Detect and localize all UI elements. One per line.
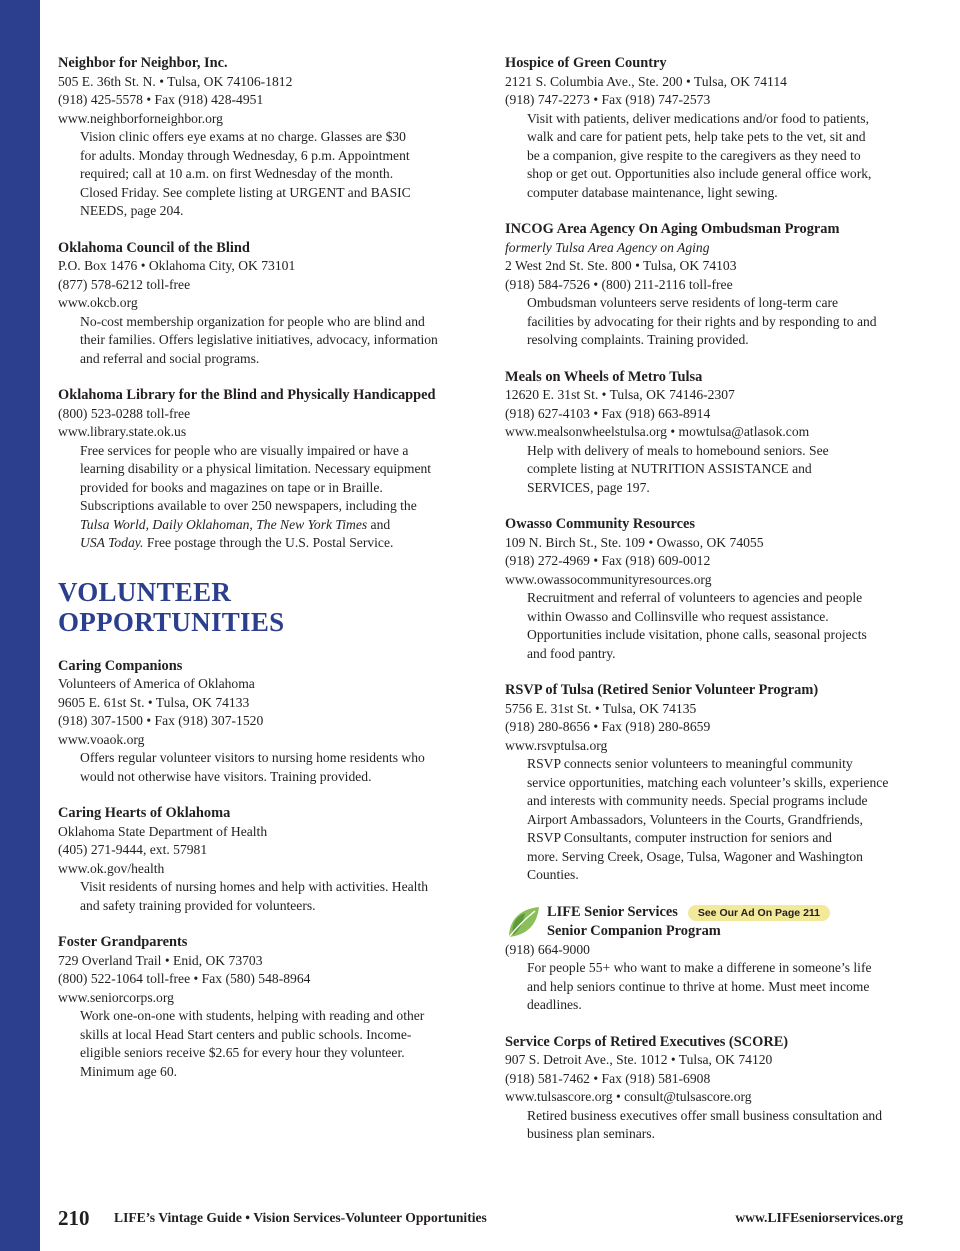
- page-footer: [58, 1206, 903, 1228]
- listing-title: Oklahoma Library for the Blind and Physically Handicapped: [58, 387, 436, 403]
- website-link[interactable]: www.voaok.org: [58, 731, 145, 747]
- leaf-icon: [505, 903, 543, 941]
- desc-line: and food pantry.: [527, 645, 616, 661]
- phone: (405) 271-9444, ext. 57981: [58, 842, 208, 857]
- listing-life-senior-services: [505, 903, 910, 1015]
- desc-line: For people 55+ who want to make a differene in someone’s life: [527, 960, 872, 975]
- listing-description: [505, 755, 910, 885]
- life-title-line: [547, 903, 830, 922]
- website-link[interactable]: www.library.state.ok.us: [58, 424, 187, 439]
- address: 2121 S. Columbia Ave., Ste. 200 • Tulsa, OK 74114: [505, 73, 787, 89]
- desc-line: Closed Friday. See complete listing at URGENT and BASIC: [80, 184, 411, 200]
- desc-line: deadlines.: [527, 997, 582, 1012]
- desc-line: Airport Ambassadors, Volunteers in the Courts, Grandfriends,: [527, 811, 863, 827]
- listing-description: [505, 110, 910, 203]
- listing-description: [58, 878, 458, 915]
- desc-line: Visit residents of nursing homes and help with activities. Health: [80, 879, 429, 894]
- listing-title: Hospice of Green Country: [505, 55, 667, 71]
- desc-line: and help seniors continue to thrive at home. Must meet income: [527, 978, 870, 994]
- desc-line: and interests with community needs. Special programs include: [527, 793, 868, 808]
- desc-line: eligible seniors receive $2.65 for every hour they volunteer.: [80, 1045, 405, 1060]
- listing-description: [505, 294, 910, 350]
- right-column: [505, 54, 910, 1162]
- desc-line: RSVP Consultants, computer instruction for seniors and: [527, 830, 832, 845]
- phone: (918) 627-4103 • Fax (918) 663-8914: [505, 405, 711, 421]
- desc-line: resolving complaints. Training provided.: [527, 332, 749, 347]
- desc-line: provided for books and magazines on tape or in Braille.: [80, 479, 383, 495]
- desc-line: Vision clinic offers eye exams at no charge. Glasses are $30: [80, 129, 406, 144]
- listing-score: [505, 1033, 910, 1144]
- website-link[interactable]: www.rsvptulsa.org: [505, 737, 608, 753]
- desc-line: SERVICES, page 197.: [527, 479, 650, 495]
- section-heading: [58, 577, 458, 637]
- listing-description: [58, 442, 458, 553]
- website-link[interactable]: www.mealsonwheelstulsa.org • mowtulsa@atlasok.com: [505, 424, 810, 439]
- desc-line: learning disability or a physical limitation. Necessary equipment: [80, 461, 432, 476]
- listing-description: [58, 313, 458, 369]
- heading-line: OPPORTUNITIES: [58, 606, 285, 637]
- phone: (877) 578-6212 toll-free: [58, 276, 191, 292]
- page-number: 210: [58, 1206, 90, 1230]
- side-color-bar: [0, 0, 40, 1251]
- listing-title: Service Corps of Retired Executives (SCORE): [505, 1033, 789, 1050]
- listing-owasso-community: [505, 515, 910, 663]
- desc-line: No-cost membership organization for people who are blind and: [80, 313, 425, 329]
- listing-title: RSVP of Tulsa (Retired Senior Volunteer Program): [505, 682, 819, 698]
- desc-line: business plan seminars.: [527, 1126, 655, 1141]
- footer-website-link[interactable]: www.LIFEseniorservices.org: [735, 1210, 903, 1225]
- listing-description: [505, 1107, 910, 1144]
- desc-line: for adults. Monday through Wednesday, 6 p.m. Appointment: [80, 147, 410, 163]
- desc-line: [80, 516, 458, 535]
- phone: (918) 664-9000: [505, 941, 590, 957]
- desc-line: more. Serving Creek, Osage, Tulsa, Wagoner and Washington: [527, 848, 863, 864]
- desc-text: Free postage through the U.S. Postal Service.: [143, 535, 394, 550]
- phone: (918) 425-5578 • Fax (918) 428-4951: [58, 92, 264, 107]
- phone: (918) 584-7526 • (800) 211-2116 toll-free: [505, 276, 733, 292]
- listing-description: [505, 442, 910, 498]
- listing-title: Caring Companions: [58, 657, 183, 674]
- desc-line: Minimum age 60.: [80, 1063, 178, 1079]
- website-link[interactable]: www.owassocommunityresources.org: [505, 571, 712, 587]
- newspaper-names: Tulsa World, Daily Oklahoman, The New York Times: [80, 516, 368, 532]
- address: 109 N. Birch St., Ste. 109 • Owasso, OK 74055: [505, 534, 764, 550]
- listing-title: Caring Hearts of Oklahoma: [58, 805, 231, 821]
- desc-line: their families. Offers legislative initiatives, advocacy, information: [80, 332, 438, 347]
- listing-caring-companions: [58, 657, 458, 787]
- listing-title: Meals on Wheels of Metro Tulsa: [505, 368, 703, 385]
- listing-title: INCOG Area Agency On Aging Ombudsman Program: [505, 221, 840, 237]
- desc-line: Subscriptions available to over 250 newspapers, including the: [80, 498, 417, 513]
- address: 729 Overland Trail • Enid, OK 73703: [58, 952, 263, 968]
- desc-line: Opportunities include visitation, phone calls, seasonal projects: [527, 627, 867, 642]
- desc-line: Visit with patients, deliver medications and/or food to patients,: [527, 110, 869, 126]
- website-link[interactable]: www.neighborforneighbor.org: [58, 110, 223, 126]
- desc-line: skills at local Head Start centers and public schools. Income-: [80, 1026, 412, 1042]
- address: 505 E. 36th St. N. • Tulsa, OK 74106-1812: [58, 73, 293, 89]
- address: 2 West 2nd St. Ste. 800 • Tulsa, OK 74103: [505, 258, 737, 273]
- listing-title: Foster Grandparents: [58, 934, 188, 950]
- heading-line: VOLUNTEER: [58, 576, 232, 607]
- desc-line: Retired business executives offer small business consultation and: [527, 1107, 883, 1123]
- desc-line: and safety training provided for volunteers.: [80, 897, 316, 913]
- listing-oklahoma-library-blind: [58, 386, 458, 553]
- listing-description: [58, 1007, 458, 1081]
- listing-rsvp-tulsa: [505, 681, 910, 885]
- desc-line: computer database maintenance, light sewing.: [527, 184, 778, 200]
- desc-line: NEEDS, page 204.: [80, 203, 184, 218]
- listing-title: Neighbor for Neighbor, Inc.: [58, 55, 228, 71]
- listing-description: [58, 749, 458, 786]
- listing-hospice-green-country: [505, 54, 910, 202]
- organization: Oklahoma State Department of Health: [58, 823, 268, 839]
- listing-foster-grandparents: [58, 933, 458, 1081]
- phone: (918) 272-4969 • Fax (918) 609-0012: [505, 553, 711, 568]
- life-header: [505, 903, 910, 941]
- desc-line: Work one-on-one with students, helping with reading and other: [80, 1008, 425, 1023]
- address: 12620 E. 31st St. • Tulsa, OK 74146-2307: [505, 387, 735, 402]
- desc-text: and: [367, 516, 391, 532]
- desc-line: Recruitment and referral of volunteers to agencies and people: [527, 590, 863, 605]
- footer-title: LIFE’s Vintage Guide • Vision Services-Volunteer Opportunities: [114, 1210, 487, 1225]
- desc-line: Offers regular volunteer visitors to nursing home residents who: [80, 750, 425, 765]
- listing-description: [58, 128, 458, 221]
- desc-line: and referral and social programs.: [80, 350, 260, 366]
- phone: (918) 581-7462 • Fax (918) 581-6908: [505, 1070, 711, 1086]
- desc-line: Counties.: [527, 867, 579, 882]
- desc-line: be a companion, give respite to the caregivers as they need to: [527, 147, 861, 163]
- listing-caring-hearts: [58, 804, 458, 915]
- website-link[interactable]: www.tulsascore.org • consult@tulsascore.org: [505, 1089, 752, 1104]
- ad-page-badge[interactable]: See Our Ad On Page 211: [688, 905, 830, 921]
- desc-line: Free services for people who are visually impaired or have a: [80, 442, 409, 458]
- left-column: [58, 54, 458, 1099]
- listing-description: [505, 959, 910, 1015]
- life-titles: [547, 903, 830, 940]
- listing-oklahoma-council-blind: [58, 239, 458, 369]
- organization: Volunteers of America of Oklahoma: [58, 676, 255, 691]
- listing-title: Owasso Community Resources: [505, 516, 696, 532]
- listing-title: Oklahoma Council of the Blind: [58, 239, 250, 256]
- listing-title: LIFE Senior Services: [547, 904, 678, 920]
- desc-line: [80, 534, 458, 553]
- phone: (918) 747-2273 • Fax (918) 747-2573: [505, 92, 711, 107]
- program-title: Senior Companion Program: [547, 922, 721, 939]
- listing-incog-ombudsman: [505, 220, 910, 350]
- website-link[interactable]: www.okcb.org: [58, 295, 138, 310]
- address: 9605 E. 61st St. • Tulsa, OK 74133: [58, 694, 250, 710]
- listing-neighbor-for-neighbor: [58, 54, 458, 221]
- phone: (918) 307-1500 • Fax (918) 307-1520: [58, 713, 264, 728]
- desc-line: facilities by advocating for their rights and by responding to and: [527, 313, 877, 329]
- desc-line: Help with delivery of meals to homebound seniors. See: [527, 442, 829, 458]
- desc-line: RSVP connects senior volunteers to meaningful community: [527, 756, 853, 771]
- phone: (800) 522-1064 toll-free • Fax (580) 548-8964: [58, 971, 311, 986]
- website-link[interactable]: www.seniorcorps.org: [58, 989, 174, 1005]
- desc-line: would not otherwise have visitors. Training provided.: [80, 768, 372, 784]
- listing-description: [505, 589, 910, 663]
- desc-line: within Owasso and Collinsville who request assistance.: [527, 608, 829, 624]
- phone: (918) 280-8656 • Fax (918) 280-8659: [505, 719, 711, 734]
- address: 907 S. Detroit Ave., Ste. 1012 • Tulsa, OK 74120: [505, 1052, 773, 1067]
- listing-subtitle: formerly Tulsa Area Agency on Aging: [505, 239, 710, 255]
- desc-line: complete listing at NUTRITION ASSISTANCE and: [527, 461, 812, 476]
- desc-line: shop or get out. Opportunities also include general office work,: [527, 166, 872, 181]
- phone: (800) 523-0288 toll-free: [58, 405, 191, 421]
- address: P.O. Box 1476 • Oklahoma City, OK 73101: [58, 258, 296, 273]
- listing-meals-on-wheels: [505, 368, 910, 498]
- desc-line: Ombudsman volunteers serve residents of long-term care: [527, 295, 839, 310]
- address: 5756 E. 31st St. • Tulsa, OK 74135: [505, 700, 697, 716]
- desc-line: service opportunities, matching each volunteer’s skills, experience: [527, 774, 889, 790]
- newspaper-name: USA Today.: [80, 535, 144, 550]
- desc-line: required; call at 10 a.m. on first Wednesday of the month.: [80, 166, 394, 181]
- desc-line: walk and care for patient pets, help take pets to the vet, sit and: [527, 129, 866, 144]
- website-link[interactable]: www.ok.gov/health: [58, 860, 165, 876]
